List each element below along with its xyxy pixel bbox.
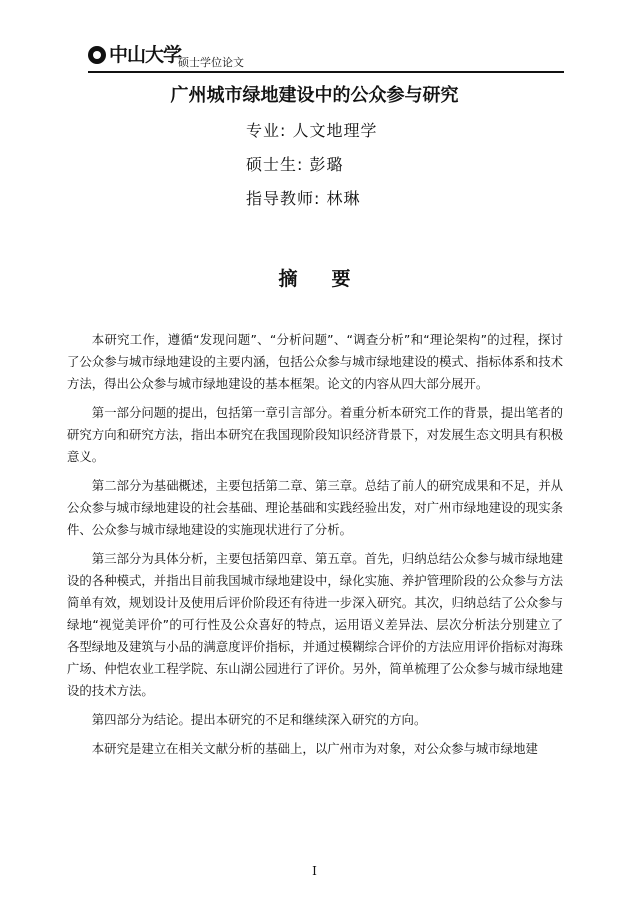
abstract-paragraph: 第三部分为具体分析，主要包括第四章、第五章。首先，归纳总结公众参与城市绿地建设的各种模式，并指出目前我国城市绿地建设中，绿化实施、养护管理阶段的公众参与方法简单有效，规划设计及使用后评价阶段还有待进一步深入研究。其次，归纳总结了公众参与绿地“视觉美评价”的可行性及公众喜好的特点，运用语义差异法、层次分析法分别建立了各型绿地及建筑与小品的满意度评价指标，并通过模糊综合评价的方法应用评价指标对海珠广场、仲恺农业工程学院、东山湖公园进行了评价。另外，简单梳理了公众参与城市绿地建设的技术方法。	[67, 551, 563, 698]
advisor-line: 指导教师: 林琳	[246, 189, 361, 208]
abstract-paragraph: 第四部分为结论。提出本研究的不足和继续深入研究的方向。	[91, 712, 427, 727]
university-logo	[88, 44, 181, 66]
abstract-paragraph: 本研究是建立在相关文献分析的基础上，以广州市为对象，对公众参与城市绿地建	[91, 741, 538, 756]
page-header	[88, 44, 564, 74]
abstract-paragraph: 第二部分为基础概述，主要包括第二章、第三章。总结了前人的研究成果和不足，并从公众参与城市绿地建设的社会基础、理论基础和实践经验出发，对广州市绿地建设的现实条件、公众参与城市绿地建设的实施现状进行了分析。	[67, 478, 563, 537]
header-divider	[88, 71, 564, 73]
abstract-heading: 摘要	[278, 268, 385, 290]
abstract-paragraph: 本研究工作，遵循“发现问题”、“分析问题”、“调查分析”和“理论架构”的过程，探讨了公众参与城市绿地建设的主要内涵，包括公众参与城市绿地建设的模式、指标体系和技术方法，得出公众参与城市绿地建设的基本框架。论文的内容从四大部分展开。	[67, 332, 563, 391]
student-line: 硕士生: 彭璐	[246, 155, 344, 174]
thesis-type-label: 硕士学位论文	[178, 56, 244, 69]
abstract-body	[67, 329, 563, 767]
university-logo-text: 中山大学	[109, 44, 182, 66]
page-number: I	[312, 864, 317, 878]
university-emblem-icon	[88, 46, 106, 64]
abstract-paragraph: 第一部分问题的提出，包括第一章引言部分。着重分析本研究工作的背景，提出笔者的研究方向和研究方法，指出本研究在我国现阶段知识经济背景下，对发展生态文明具有积极意义。	[67, 405, 563, 464]
thesis-title: 广州城市绿地建设中的公众参与研究	[170, 85, 459, 106]
major-line: 专业: 人文地理学	[246, 121, 378, 140]
